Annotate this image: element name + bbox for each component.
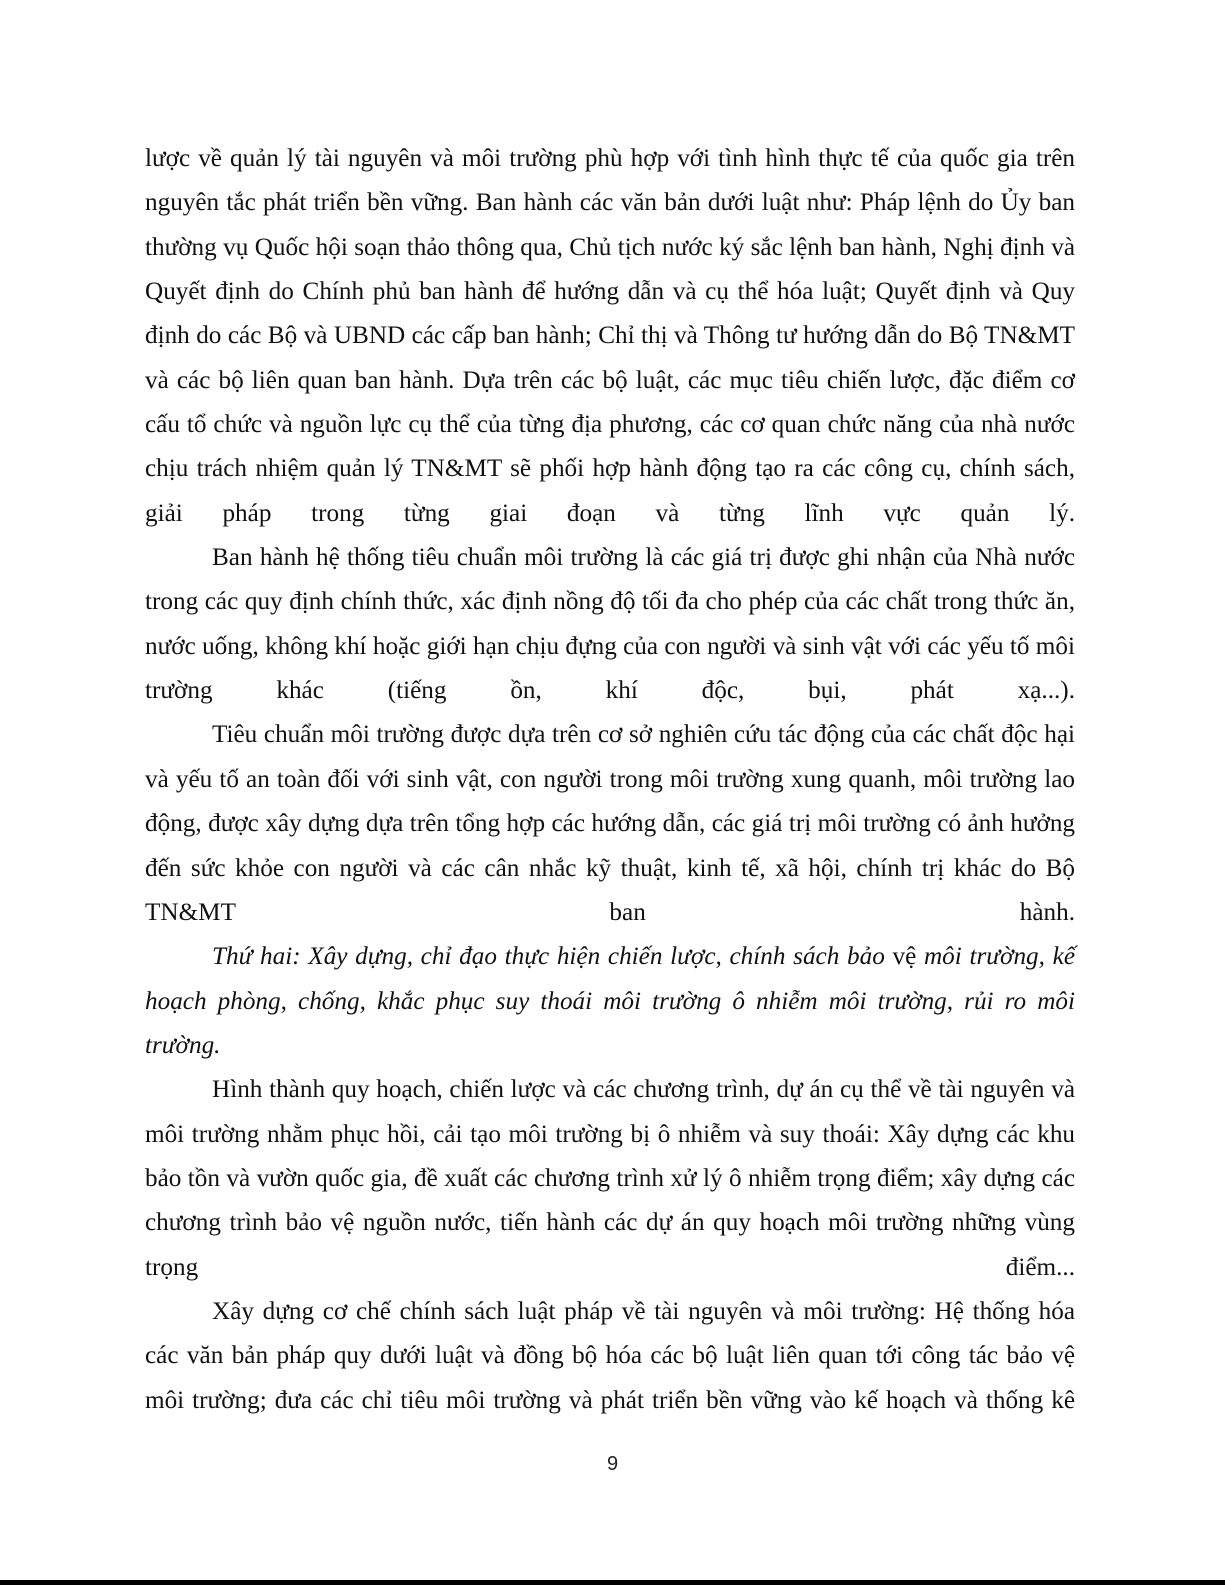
text-line: Thứ hai: Xây dựng, chỉ đạo thực hiện chiến lược, chính sách bảo [212,943,893,971]
text-line: yếu tố môi trường khác (tiếng ồn, khí độc, bụi, phát xạ...). [145,632,1075,705]
paragraph-3 [145,713,1075,935]
paragraph-4-section-heading [145,935,1075,1068]
text-line: những vùng trọng điểm... [145,1209,1075,1281]
paragraph-5 [145,1068,1075,1290]
text-line: Ban hành hệ thống tiêu chuẩn môi trường là các giá trị được ghi nhận của Nhà [212,544,1017,572]
text-line: thức ăn, nước uống, không khí hoặc giới hạn chịu đựng của con người và sinh vật với các [145,588,1075,660]
paragraph-6 [145,1290,1075,1423]
text-line: hại và yếu tố an toàn đối với sinh vật, con người trong môi trường xung quanh, môi [145,721,1075,793]
text-line: Xây dựng cơ chế chính sách luật pháp về tài nguyên và môi trường: Hệ thống hóa [212,1297,1075,1325]
bottom-border [0,1580,1225,1585]
body-text [145,137,1075,1423]
text-line: môi trường; đưa các chỉ tiêu môi trường và phát triển bền vững vào kế hoạch và thống kê [145,1386,1075,1414]
text-line: nguyên tắc phát triển bền vững. Ban hành các văn bản dưới luật như: Pháp lệnh do Ủy [145,189,1032,217]
text-line: trường. [145,1031,221,1059]
text-line: định và Quyết định do Chính phủ ban hành để hướng dẫn và cụ thể hóa luật; Quyết định [145,233,1076,306]
text-line: dựng các chương trình bảo vệ nguồn nước, tiến hành các dự án quy hoạch môi trường [145,1164,1076,1237]
text-line: trường lao động, được xây dựng dựa trên tổng hợp các hướng dẫn, các giá trị môi trường [145,765,1075,838]
text-line: khác do Bộ TN&MT ban hành. [145,854,1075,926]
text-line: Tiêu chuẩn môi trường được dựa trên cơ sở nghiên cứu tác động của các chất độc [212,721,1038,749]
text-line: cụ, chính sách, giải pháp trong từng giai đoạn và từng lĩnh vực quản lý. [145,455,1075,527]
text-line-upright: vệ [892,943,917,971]
paragraph-2 [145,536,1075,713]
text-line: các văn bản pháp quy dưới luật và đồng bộ hóa các bộ luật liên quan tới công tác bảo vệ [145,1342,1075,1370]
text-line: Bộ TN&MT và các bộ liên quan ban hành. Dựa trên các bộ luật, các mục tiêu chiến lược, [145,322,1076,394]
paragraph-1 [145,137,1075,536]
text-line: khu bảo tồn và vườn quốc gia, đề xuất các chương trình xử lý ô nhiễm trọng điểm; xây [145,1120,1076,1192]
text-line: ban thường vụ Quốc hội soạn thảo thông qua, Chủ tịch nước ký sắc lệnh ban hành, Nghị [145,189,1076,261]
text-line: kế hoạch phòng, chống, khắc phục suy thoái môi trường ô nhiễm môi trường, rủi ro môi [145,943,1076,1015]
text-line: và môi trường nhằm phục hồi, cải tạo môi trường bị ô nhiễm và suy thoái: Xây dựng các [145,1076,1075,1148]
text-line: môi trường, [916,943,1045,971]
text-line: và Quy định do các Bộ và UBND các cấp ban hành; Chỉ thị và Thông tư hướng dẫn do [145,278,1076,350]
text-line: đặc điểm cơ cấu tổ chức và nguồn lực cụ thể của từng địa phương, các cơ quan chức năng [145,366,1075,439]
text-line: Hình thành quy hoạch, chiến lược và các chương trình, dự án cụ thể về tài nguyên [212,1076,1045,1104]
page-number: 9 [606,1453,619,1475]
text-line: có ảnh hưởng đến sức khỏe con người và các cân nhắc kỹ thuật, kinh tế, xã hội, chính trị [145,810,1076,882]
text-line: lược về quản lý tài nguyên và môi trường phù hợp với tình hình thực tế của quốc gia trên [145,145,1075,172]
text-line: của nhà nước chịu trách nhiệm quản lý TN&MT sẽ phối hợp hành động tạo ra các công [145,411,1076,483]
text-line: nước trong các quy định chính thức, xác định nồng độ tối đa cho phép của các chất trong [145,544,1075,616]
